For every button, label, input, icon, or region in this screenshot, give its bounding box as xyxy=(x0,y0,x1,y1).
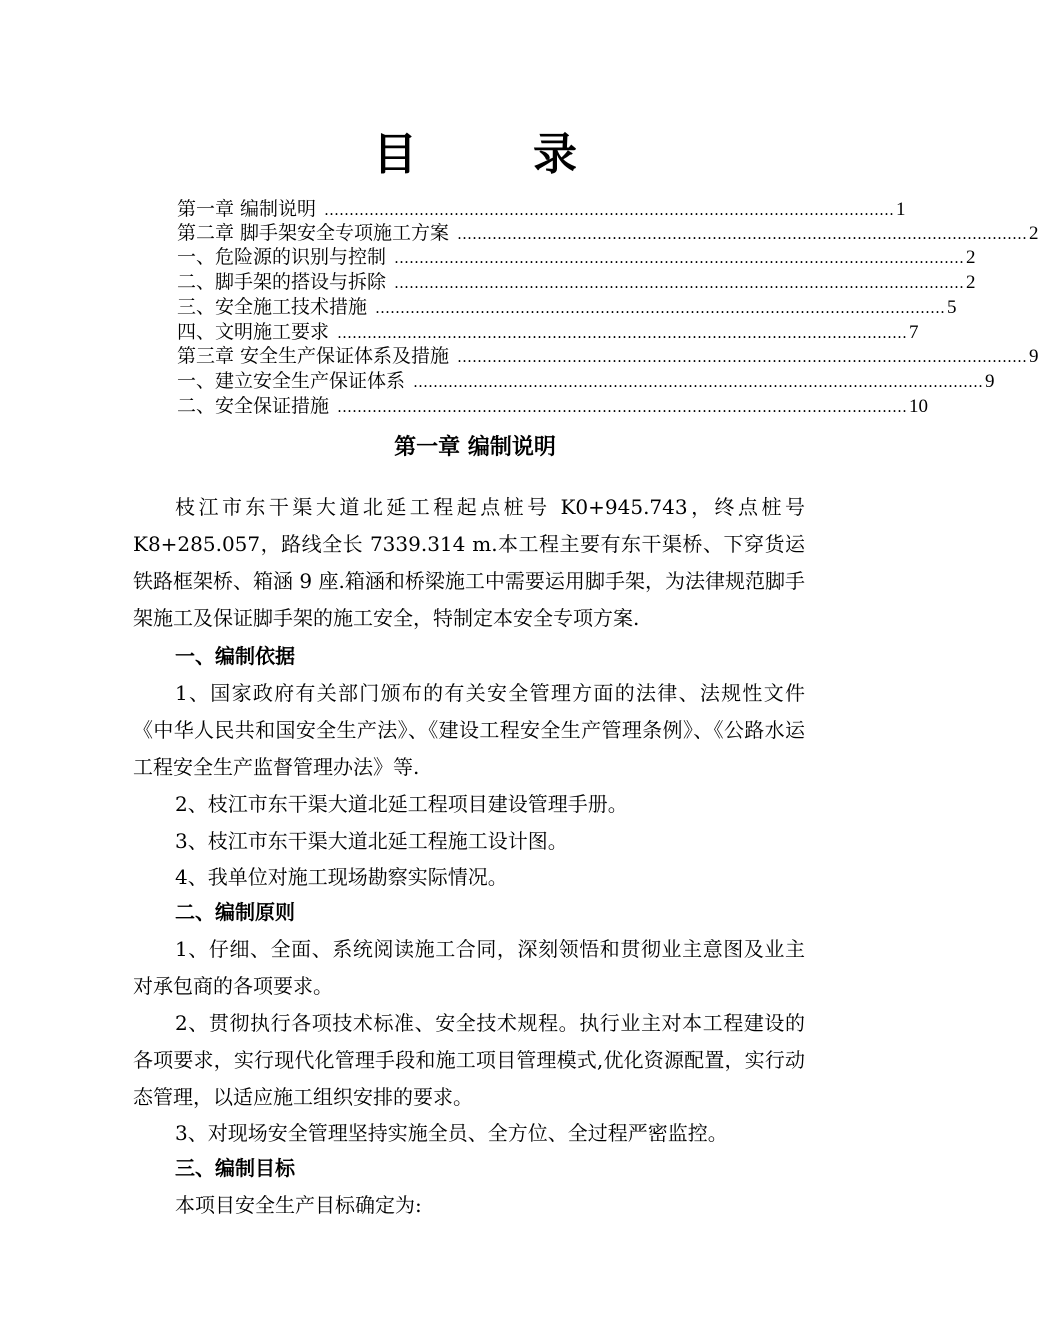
toc-entry-label: 一、建立安全生产保证体系 xyxy=(177,370,406,392)
toc-entry-page: 7 xyxy=(909,322,919,343)
toc-entry-label: 一、危险源的识别与控制 xyxy=(177,246,387,268)
toc-leader-dots: …………………………………………………………………………………………………… xyxy=(337,398,908,416)
toc-title: 目 录 xyxy=(373,129,613,180)
toc-leader-dots: …………………………………………………………………………………………………… xyxy=(413,373,984,391)
toc-entry-label: 二、安全保证措施 xyxy=(177,395,330,417)
toc-entry[interactable] xyxy=(177,369,995,393)
toc-entry[interactable] xyxy=(177,245,976,269)
toc-leader-dots: …………………………………………………………………………………………………… xyxy=(394,249,965,267)
toc-entry-page: 2 xyxy=(966,247,976,268)
goals-intro: 本项目安全生产目标确定为: xyxy=(175,1193,422,1217)
toc-entry-page: 1 xyxy=(896,199,906,220)
toc-entry[interactable] xyxy=(177,197,906,221)
toc-leader-dots: …………………………………………………………………………………………………… xyxy=(394,274,965,292)
toc-entry-page: 2 xyxy=(1029,223,1039,244)
basis-item: 3、枝江市东干渠大道北延工程施工设计图。 xyxy=(175,829,568,853)
section-heading-goals: 三、编制目标 xyxy=(175,1156,295,1180)
chapter-heading: 第一章 编制说明 xyxy=(394,435,556,460)
intro-paragraph: 枝江市东干渠大道北延工程起点桩号 K0+945.743，终点桩号 K8+285.057，路线全长 7339.314 m.本工程主要有东干渠桥、下穿货运铁路框架桥、箱涵 9 座.箱涵和桥梁施工中需要运用脚手架，为法律规范脚手架施工及保证脚手架的施工安全，特制定本安全专项方案. xyxy=(133,495,805,630)
toc-entry[interactable] xyxy=(177,344,1039,368)
toc-entry[interactable] xyxy=(177,320,919,344)
toc-entry-page: 2 xyxy=(966,272,976,293)
section-heading-basis: 一、编制依据 xyxy=(175,644,295,668)
section-heading-principles: 二、编制原则 xyxy=(175,900,295,924)
principle-item: 3、对现场安全管理坚持实施全员、全方位、全过程严密监控。 xyxy=(175,1121,728,1145)
toc-entry-label: 第二章 脚手架安全专项施工方案 xyxy=(177,222,450,244)
toc-entry[interactable] xyxy=(177,295,957,319)
basis-item: 1、国家政府有关部门颁布的有关安全管理方面的法律、法规性文件《中华人民共和国安全生产法》、《建设工程安全生产管理条例》、《公路水运工程安全生产监督管理办法》等. xyxy=(133,681,805,779)
toc-leader-dots: …………………………………………………………………………………………………… xyxy=(337,324,908,342)
toc-entry-label: 第三章 安全生产保证体系及措施 xyxy=(177,345,450,367)
basis-item: 4、我单位对施工现场勘察实际情况。 xyxy=(175,865,508,889)
toc-entry-page: 9 xyxy=(985,371,995,392)
toc-entry-page: 5 xyxy=(947,297,957,318)
toc-entry[interactable] xyxy=(177,221,1039,245)
toc-entry-label: 第一章 编制说明 xyxy=(177,198,317,220)
toc-entry-page: 10 xyxy=(909,396,929,417)
toc-entry-label: 四、文明施工要求 xyxy=(177,321,330,343)
toc-entry-label: 三、安全施工技术措施 xyxy=(177,296,368,318)
toc-entry-label: 二、脚手架的搭设与拆除 xyxy=(177,271,387,293)
toc-leader-dots: …………………………………………………………………………………………………… xyxy=(457,348,1028,366)
toc-entry[interactable] xyxy=(177,270,976,294)
basis-item: 2、枝江市东干渠大道北延工程项目建设管理手册。 xyxy=(175,792,628,816)
principle-item: 2、贯彻执行各项技术标准、安全技术规程。执行业主对本工程建设的各项要求，实行现代化管理手段和施工项目管理模式,优化资源配置，实行动态管理，以适应施工组织安排的要求。 xyxy=(133,1011,805,1109)
toc-leader-dots: …………………………………………………………………………………………………… xyxy=(324,201,895,219)
principle-item: 1、仔细、全面、系统阅读施工合同，深刻领悟和贯彻业主意图及业主对承包商的各项要求。 xyxy=(133,937,805,998)
toc-entry-page: 9 xyxy=(1029,346,1039,367)
toc-leader-dots: …………………………………………………………………………………………………… xyxy=(375,299,946,317)
toc-entry[interactable] xyxy=(177,394,929,418)
toc-leader-dots: …………………………………………………………………………………………………… xyxy=(457,225,1028,243)
